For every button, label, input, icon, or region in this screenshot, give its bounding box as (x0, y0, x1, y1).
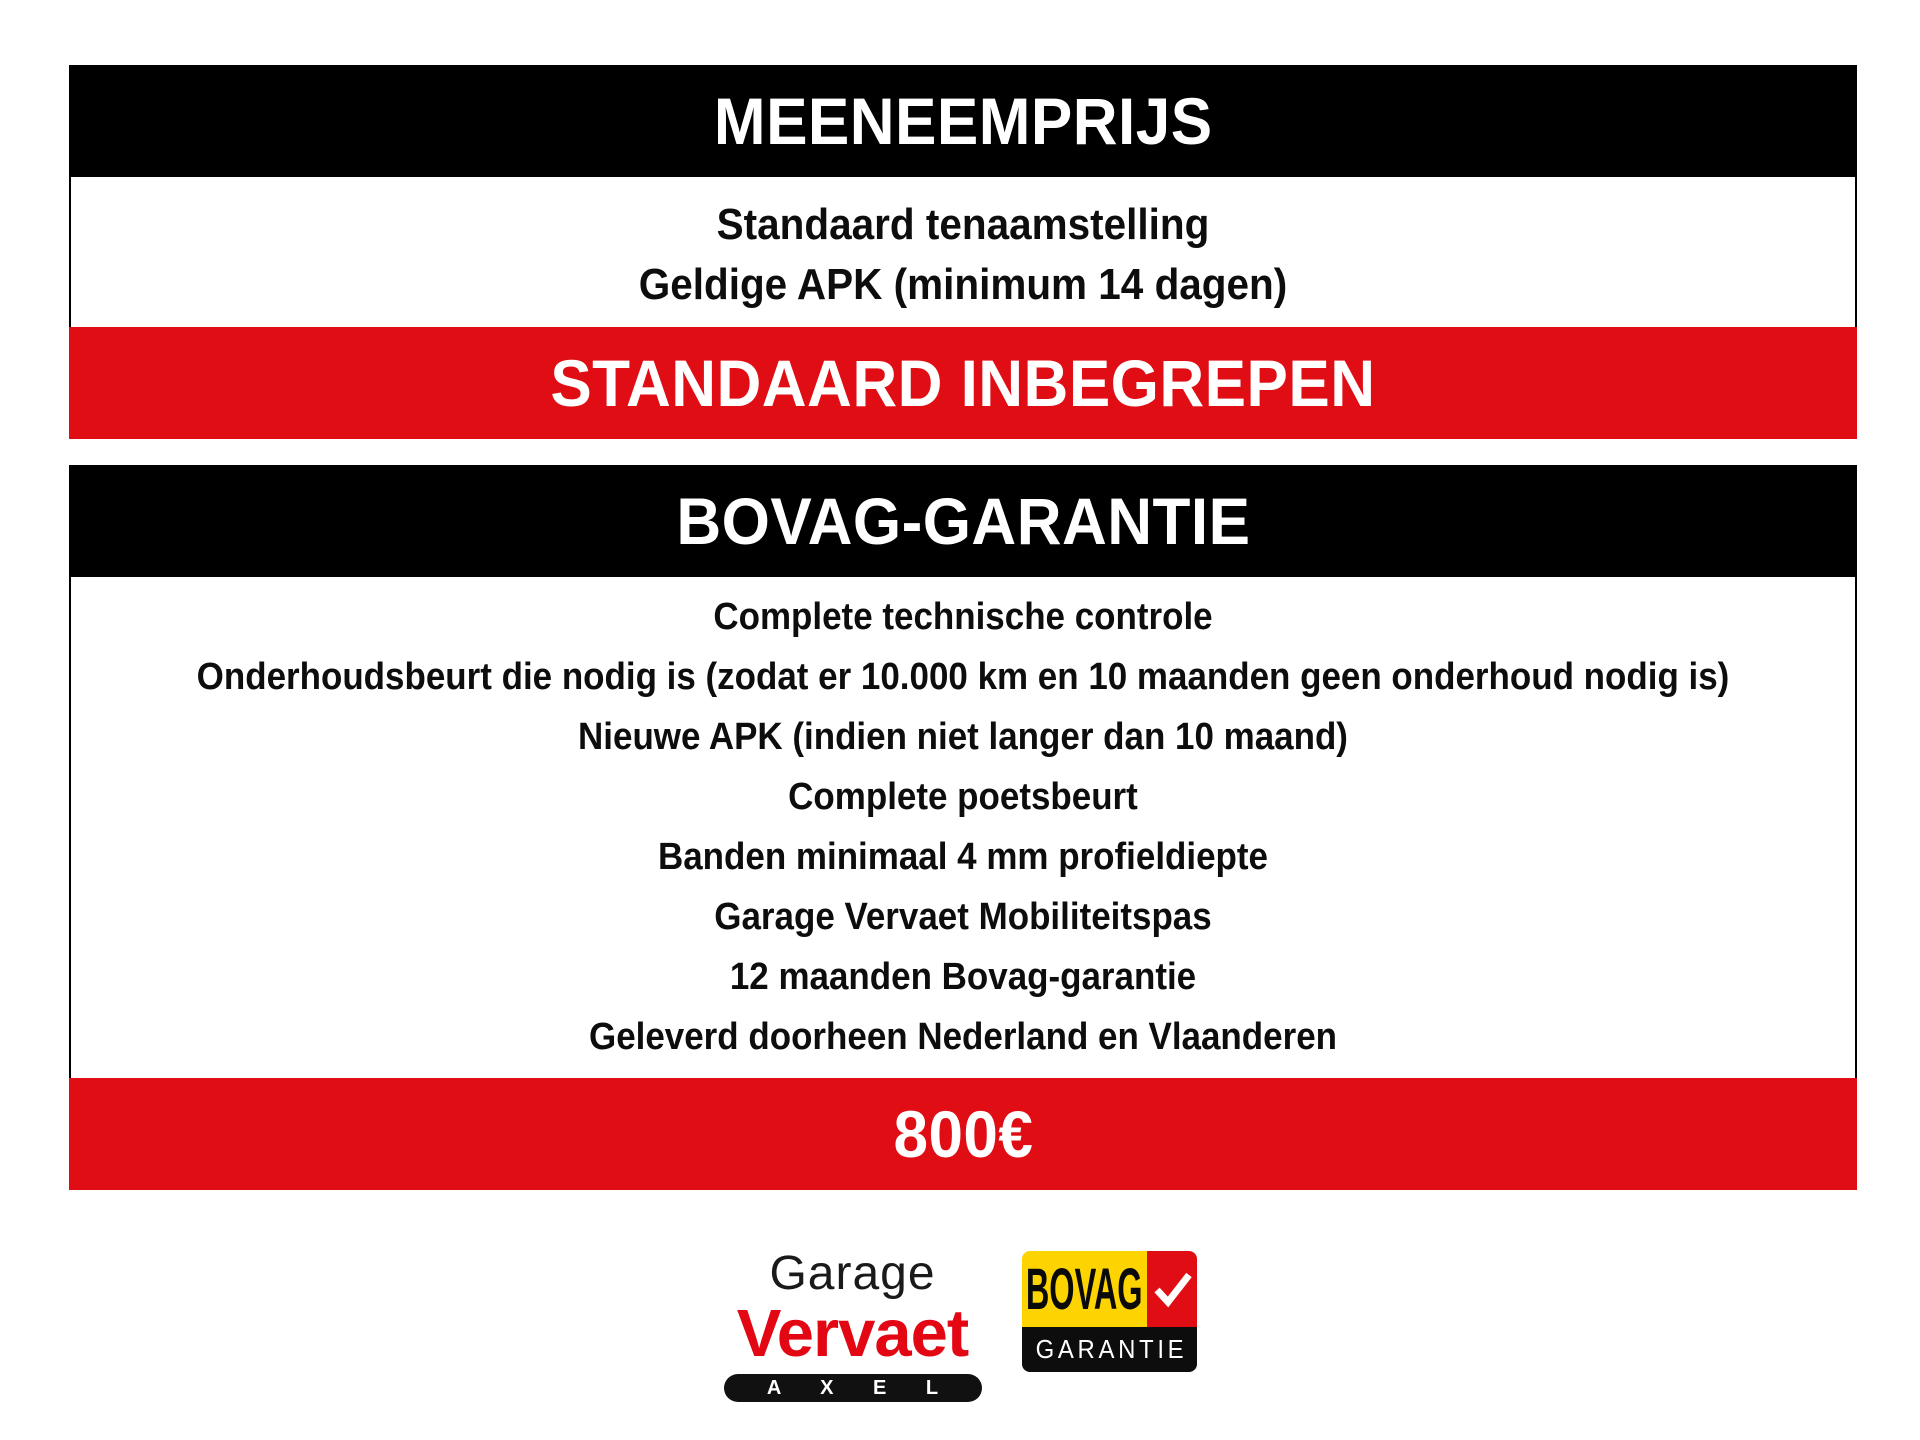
bovag-benefits-panel (69, 577, 1857, 1078)
condition-line: Standaard tenaamstelling (716, 200, 1210, 249)
price-sheet (69, 65, 1857, 1190)
bovag-logo-red-panel (1147, 1251, 1197, 1327)
garage-logo-axel-pill (724, 1374, 982, 1402)
bovag-logo-brand-word: BOVAG (1025, 1256, 1143, 1322)
benefit-line: Onderhoudsbeurt die nodig is (zodat er 10.000 km en 10 maanden geen onderhoud nodig is) (196, 656, 1730, 698)
benefit-line: 12 maanden Bovag-garantie (729, 956, 1197, 998)
bovag-garantie-logo (1022, 1251, 1197, 1372)
standaard-inbegrepen-label: STANDAARD INBEGREPEN (550, 346, 1376, 420)
standaard-inbegrepen-bar (69, 327, 1857, 439)
meeneemprijs-header-bar (69, 65, 1857, 177)
condition-line: Geldige APK (minimum 14 dagen) (638, 260, 1288, 309)
benefit-line: Banden minimaal 4 mm profieldiepte (657, 836, 1268, 878)
bovag-logo-yellow-panel (1022, 1251, 1147, 1327)
bovag-garantie-header-bar (69, 465, 1857, 577)
garage-logo-word-vervaet: Vervaet (736, 1296, 969, 1371)
benefit-line: Nieuwe APK (indien niet langer dan 10 maand) (578, 716, 1348, 758)
block-gap (69, 439, 1857, 465)
benefit-line: Garage Vervaet Mobiliteitspas (714, 896, 1212, 938)
meeneemprijs-title: MEENEEMPRIJS (713, 84, 1213, 158)
footer-logos (0, 1247, 1920, 1402)
bovag-garantie-block (69, 465, 1857, 1190)
benefit-line: Complete technische controle (713, 596, 1213, 638)
bovag-garantie-title: BOVAG-GARANTIE (675, 484, 1251, 558)
price-value: 800€ (893, 1097, 1033, 1171)
garage-logo-word-garage: Garage (769, 1247, 936, 1300)
bovag-logo-garantie-band (1022, 1327, 1197, 1372)
garage-logo-city-label: A X E L (766, 1376, 956, 1399)
meeneemprijs-block (69, 65, 1857, 439)
check-icon (1150, 1269, 1194, 1309)
bovag-logo-garantie-label: GARANTIE (1035, 1334, 1187, 1364)
benefit-line: Geleverd doorheen Nederland en Vlaanderen (589, 1016, 1337, 1058)
garage-vervaet-logo (724, 1247, 982, 1402)
benefit-line: Complete poetsbeurt (788, 776, 1138, 818)
meeneemprijs-conditions-panel (69, 177, 1857, 327)
price-bar (69, 1078, 1857, 1190)
